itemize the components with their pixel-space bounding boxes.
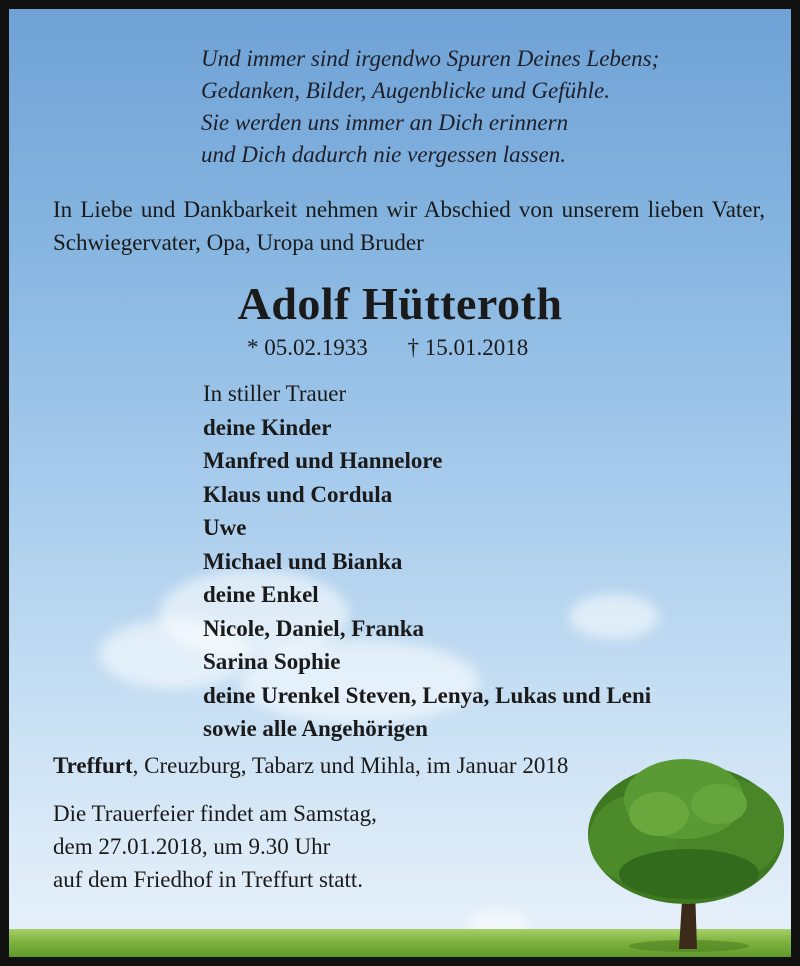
mourner-line: Klaus und Cordula bbox=[203, 481, 393, 507]
mourners-list bbox=[203, 377, 651, 746]
funeral-service-info bbox=[53, 797, 377, 896]
service-line: dem 27.01.2018, um 9.30 Uhr bbox=[53, 834, 331, 859]
service-line: Die Trauerfeier findet am Samstag, bbox=[53, 801, 377, 826]
mourner-line: Nicole, Daniel, Franka bbox=[203, 615, 425, 641]
death-date: † 15.01.2018 bbox=[407, 335, 529, 360]
place-date-line bbox=[53, 753, 568, 779]
mourner-line: Manfred und Hannelore bbox=[203, 448, 443, 473]
mourner-line: sowie alle Angehörigen bbox=[203, 716, 428, 741]
poem-line: und Dich dadurch nie vergessen lassen. bbox=[201, 142, 566, 167]
mourner-line: Sarina Sophie bbox=[203, 649, 341, 674]
poem-line: Gedanken, Bilder, Augenblicke und Gefühle. bbox=[201, 78, 610, 103]
service-line: auf dem Friedhof in Treffurt statt. bbox=[53, 867, 364, 892]
mourner-line: deine Urenkel Steven, Lenya, Lukas und Leni bbox=[203, 682, 652, 708]
mourner-line: Uwe bbox=[203, 515, 247, 540]
poem-line: Und immer sind irgendwo Spuren Deines Lebens; bbox=[201, 46, 660, 71]
tree-illustration bbox=[579, 754, 793, 954]
mourner-line: Michael und Bianka bbox=[203, 548, 403, 574]
birth-date: * 05.02.1933 bbox=[247, 335, 368, 360]
poem bbox=[201, 43, 659, 171]
life-dates bbox=[247, 335, 528, 361]
place-town: Treffurt bbox=[53, 753, 133, 778]
intro-text: In Liebe und Dankbarkeit nehmen wir Abschied von unserem lieben Vater, Schwiegervater, Opa, Uropa und Bruder bbox=[53, 197, 765, 255]
mourners-heading: In stiller Trauer bbox=[203, 381, 347, 406]
deceased-name: Adolf Hütteroth bbox=[237, 278, 563, 329]
mourner-line: deine Kinder bbox=[203, 414, 332, 440]
poem-line: Sie werden uns immer an Dich erinnern bbox=[201, 110, 569, 135]
mourner-line: deine Enkel bbox=[203, 582, 319, 607]
place-rest: , Creuzburg, Tabarz und Mihla, im Januar 2018 bbox=[132, 753, 569, 778]
